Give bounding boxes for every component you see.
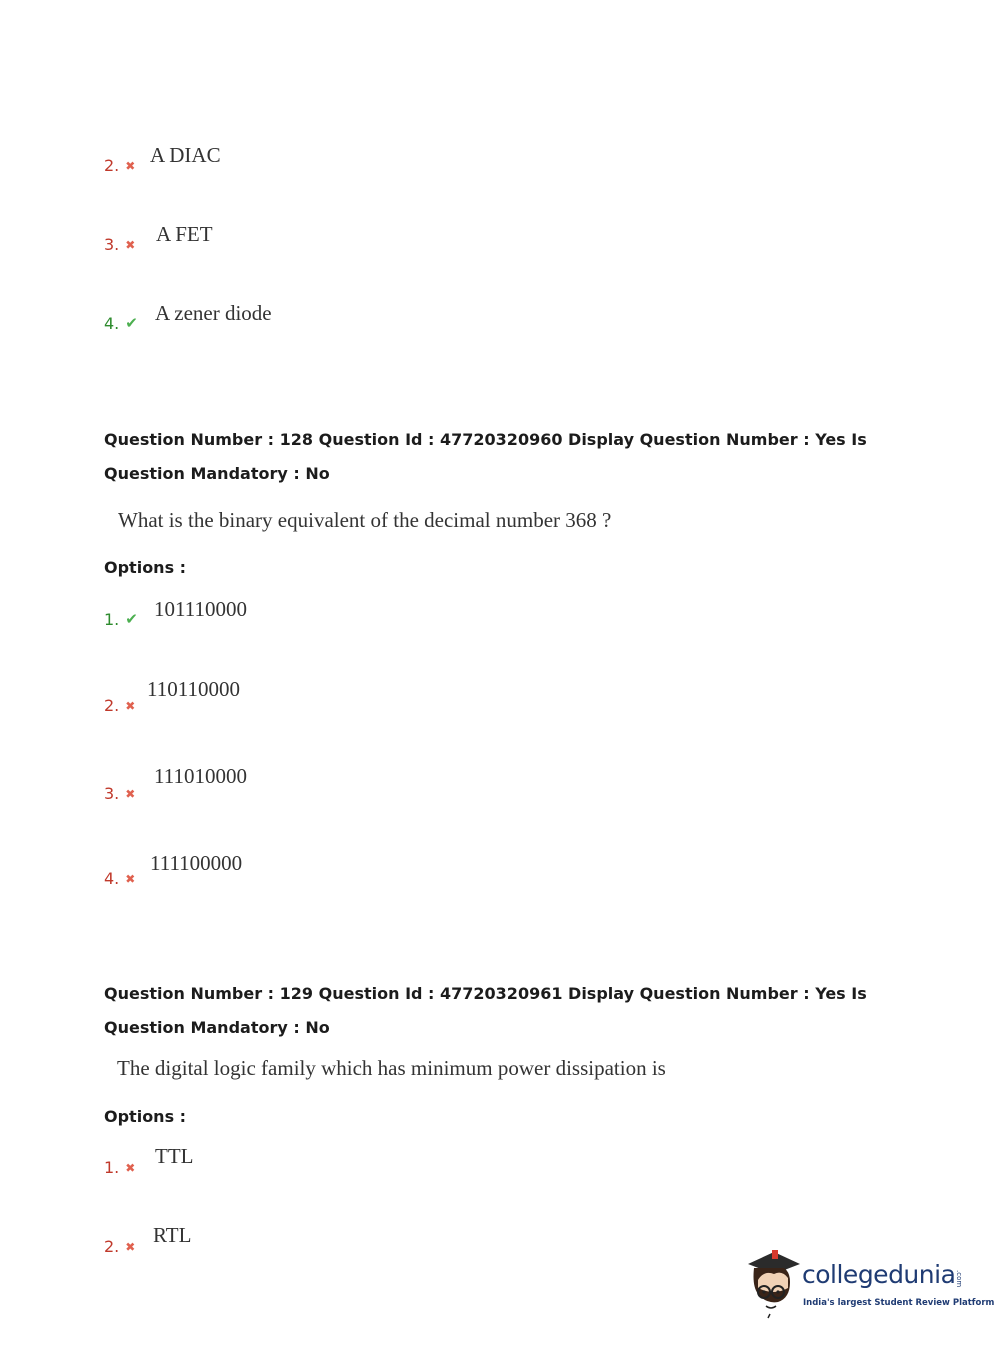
option-number: 4. ✖ xyxy=(104,869,136,888)
option-text: 111010000 xyxy=(154,764,247,788)
option-text: A FET xyxy=(156,222,213,246)
option-number: 3. ✖ xyxy=(104,784,136,803)
question-header: Question Number : 128 Question Id : 47720320960 Display Question Number : Yes Is Question Mandatory : No xyxy=(104,430,867,483)
cross-icon: ✖ xyxy=(125,699,136,713)
option-number: 3. ✖ xyxy=(104,235,136,254)
option-text: A DIAC xyxy=(150,143,221,167)
option-number: 1. ✔ xyxy=(104,610,138,629)
cross-icon: ✖ xyxy=(125,159,136,173)
cross-icon: ✖ xyxy=(125,872,136,886)
option-number: 2. ✖ xyxy=(104,696,136,715)
cross-icon: ✖ xyxy=(125,238,136,252)
cross-icon: ✖ xyxy=(125,1240,136,1254)
option-text: 101110000 xyxy=(154,597,247,621)
brand-tagline: India's largest Student Review Platform xyxy=(803,1298,995,1308)
question-header: Question Number : 129 Question Id : 47720320961 Display Question Number : Yes Is Question Mandatory : No xyxy=(104,984,867,1037)
option-text: 110110000 xyxy=(147,677,240,701)
option-text: 111100000 xyxy=(150,851,243,875)
cross-icon: ✖ xyxy=(125,1161,136,1175)
option-text: A zener diode xyxy=(155,301,272,325)
brand-dotcom: .com xyxy=(955,1270,963,1288)
option-number: 2. ✖ xyxy=(104,156,136,175)
check-icon: ✔ xyxy=(125,314,138,332)
question-text: The digital logic family which has minimum power dissipation is xyxy=(117,1056,666,1080)
option-text: RTL xyxy=(153,1223,192,1247)
option-number: 1. ✖ xyxy=(104,1158,136,1177)
mascot-icon xyxy=(744,1250,802,1320)
collegedunia-logo xyxy=(744,1250,995,1320)
check-icon: ✔ xyxy=(125,610,138,628)
options-label: Options : xyxy=(104,558,187,577)
option-text: TTL xyxy=(155,1144,194,1168)
option-number: 2. ✖ xyxy=(104,1237,136,1256)
cross-icon: ✖ xyxy=(125,787,136,801)
option-number: 4. ✔ xyxy=(104,314,138,333)
brand-name: collegedunia xyxy=(802,1260,956,1289)
options-label: Options : xyxy=(104,1107,187,1126)
question-text: What is the binary equivalent of the decimal number 368 ? xyxy=(118,508,612,532)
